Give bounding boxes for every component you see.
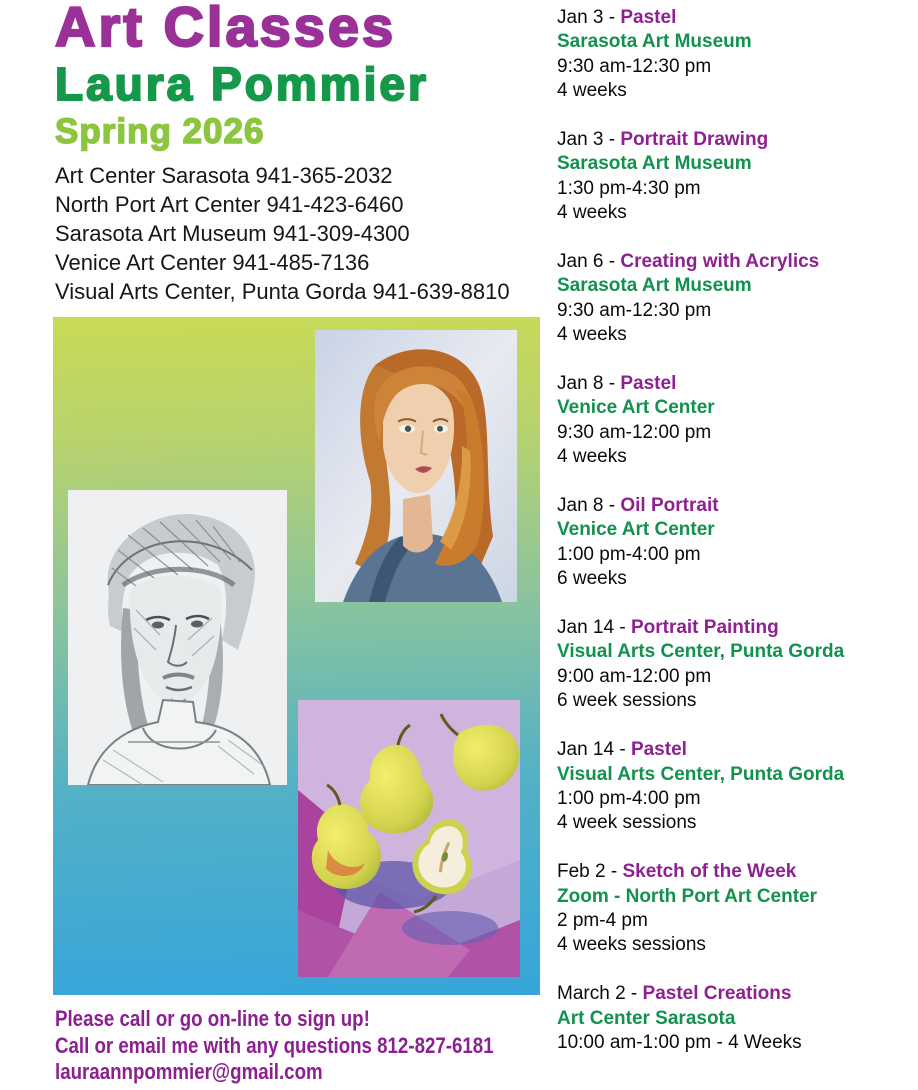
class-time: 1:30 pm-4:30 pm — [557, 177, 701, 199]
class-title: Pastel — [620, 7, 677, 28]
class-date: Jan 3 - — [557, 7, 621, 28]
signup-note: Please call or go on-line to sign up! — [55, 1006, 370, 1031]
class-time: 9:30 am-12:30 pm — [557, 55, 712, 77]
class-title: Pastel — [620, 373, 677, 395]
class-duration: 6 week sessions — [557, 690, 697, 712]
class-duration: 6 weeks — [557, 568, 627, 590]
class-venue: Sarasota Art Museum — [557, 275, 752, 297]
flyer-header — [55, 0, 429, 154]
schedule-item — [557, 372, 917, 470]
class-title: Sketch of the Week — [622, 861, 797, 883]
schedule-item — [557, 250, 917, 348]
class-date: Jan 8 - — [557, 373, 621, 395]
questions-phone-line: Call or email me with any questions 812-827-6181 — [55, 1032, 494, 1058]
class-title: Pastel Creations — [642, 983, 792, 1005]
contact-line: Sarasota Art Museum 941-309-4300 — [55, 221, 410, 246]
instructor-name: Laura Pommier — [55, 58, 429, 110]
class-duration: 4 weeks — [557, 324, 627, 346]
pastel-pears-image — [298, 700, 520, 977]
class-time: 2 pm-4 pm — [557, 909, 648, 931]
pencil-sketch-image — [68, 490, 287, 785]
page-title: Art Classes — [55, 0, 397, 58]
email-address: lauraannpommier@gmail.com — [55, 1059, 323, 1084]
class-duration: 4 weeks sessions — [557, 934, 706, 956]
contact-line: Art Center Sarasota 941-365-2032 — [55, 163, 393, 188]
class-title: Pastel — [630, 739, 687, 761]
oil-portrait-image — [315, 330, 517, 602]
class-time: 1:00 pm-4:00 pm — [557, 787, 701, 809]
schedule-item — [557, 860, 917, 958]
class-time: 1:00 pm-4:00 pm — [557, 543, 701, 565]
class-venue: Sarasota Art Museum — [557, 31, 752, 53]
class-schedule-column — [557, 6, 917, 1080]
class-date: Jan 8 - — [557, 495, 621, 517]
class-venue: Sarasota Art Museum — [557, 153, 752, 175]
schedule-item — [557, 6, 917, 104]
contact-line: Visual Arts Center, Punta Gorda 941-639-8810 — [55, 279, 510, 304]
class-venue: Venice Art Center — [557, 519, 715, 541]
class-date: Jan 14 - — [557, 739, 631, 761]
class-venue: Visual Arts Center, Punta Gorda — [557, 641, 845, 663]
class-venue: Visual Arts Center, Punta Gorda — [557, 763, 845, 785]
class-date: Jan 3 - — [557, 129, 621, 151]
class-duration: 4 weeks — [557, 446, 627, 468]
class-duration: 4 week sessions — [557, 812, 697, 834]
schedule-item — [557, 494, 917, 592]
class-time: 9:30 am-12:00 pm — [557, 421, 712, 443]
class-date: Jan 14 - — [557, 617, 631, 639]
contact-line: North Port Art Center 941-423-6460 — [55, 192, 404, 217]
class-time: 9:30 am-12:30 pm — [557, 299, 712, 321]
season-label: Spring 2026 — [55, 112, 265, 151]
class-venue: Zoom - North Port Art Center — [557, 885, 818, 907]
schedule-item — [557, 616, 917, 714]
class-title: Oil Portrait — [620, 495, 719, 517]
contact-line: Venice Art Center 941-485-7136 — [55, 250, 370, 275]
class-duration: 4 weeks — [557, 202, 627, 224]
artwork-collage — [53, 317, 540, 995]
class-duration: 4 weeks — [557, 80, 627, 102]
class-date: March 2 - — [557, 983, 643, 1005]
venue-contact-list — [55, 161, 510, 306]
class-date: Jan 6 - — [557, 251, 621, 273]
schedule-item — [557, 738, 917, 836]
class-venue: Venice Art Center — [557, 397, 715, 419]
class-venue: Art Center Sarasota — [557, 1007, 736, 1029]
class-time: 9:00 am-12:00 pm — [557, 665, 712, 687]
class-time: 10:00 am-1:00 pm - 4 Weeks — [557, 1031, 802, 1053]
class-date: Feb 2 - — [557, 861, 623, 883]
signup-footer — [55, 1006, 571, 1086]
class-title: Creating with Acrylics — [620, 251, 820, 273]
class-title: Portrait Painting — [630, 617, 779, 639]
schedule-item — [557, 128, 917, 226]
schedule-item — [557, 982, 917, 1055]
class-title: Portrait Drawing — [620, 129, 769, 151]
